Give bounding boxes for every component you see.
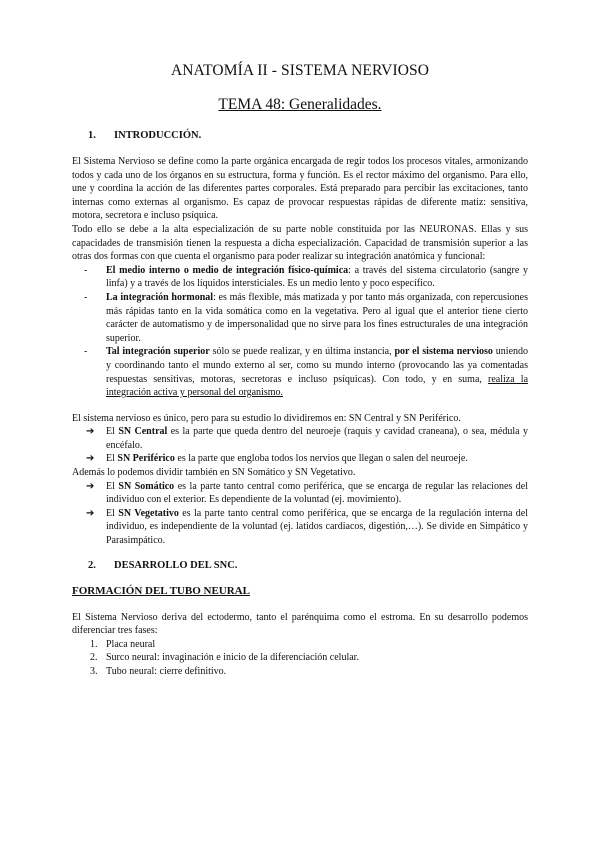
list-item-text: Tubo neural: cierre definitivo.: [106, 666, 227, 677]
section-1-number: 1.: [88, 130, 96, 141]
dash-bullet: -: [84, 346, 88, 358]
list-number: 3.: [90, 666, 98, 677]
list-item-text: sólo se puede realizar, y en última instancia,: [209, 346, 395, 358]
list-item: [72, 452, 528, 466]
section-1-title: INTRODUCCIÓN.: [114, 130, 202, 141]
list-item: [72, 345, 528, 399]
list-item-text: : a través del sistema circulatorio (sangre y linfa) y a través de los líquidos intersticiales. Es un medio lento y poco específico.: [106, 264, 529, 290]
list-item: [72, 651, 528, 665]
division-paragraph-1: El sistema nervioso es único, pero para su estudio lo dividiremos en: SN Central y SN Periférico.: [72, 412, 461, 424]
list-item: [72, 480, 528, 507]
list-item-term: La integración hormonal: [106, 291, 214, 303]
list-item: [72, 425, 528, 452]
list-item-text: es la parte tanto central como periférica, que se encarga de la regulación interna del individuo, es independiente de la voluntad (ej. latidos cardiacos, digestión,…). Se divide en Simpático y Parasimpático.: [106, 507, 528, 547]
list-item-text: El: [106, 426, 119, 438]
list-item-underlined: realiza la integración activa y personal del organismo.: [106, 373, 529, 399]
list-item-text: El: [106, 453, 118, 465]
list-item-term: SN Central: [118, 426, 168, 438]
list-item-term: Tal integración superior: [106, 346, 210, 358]
list-item-text: El: [106, 480, 119, 492]
list-item-text: es la parte tanto central como periférica, que se encarga de regular las relaciones del individuo con el exterior. Es dependiente de la voluntad (ej. movimiento).: [106, 480, 529, 506]
somatic-vegetative-list: [72, 480, 528, 548]
list-item-term: SN Periférico: [117, 453, 175, 465]
list-number: 1.: [90, 638, 98, 650]
dash-bullet: -: [84, 291, 88, 303]
list-item-emphasis: por el sistema nervioso: [394, 346, 493, 358]
central-peripheral-list: [72, 425, 528, 466]
list-item: [72, 291, 528, 345]
integration-list: [72, 264, 528, 400]
arrow-bullet-icon: ➔: [86, 453, 95, 465]
list-item: [72, 665, 528, 679]
list-item-term: El medio interno o medio de integración físico-química: [106, 264, 349, 276]
list-item: [72, 638, 528, 652]
subsection-heading: FORMACIÓN DEL TUBO NEURAL: [72, 584, 250, 597]
phases-list: [72, 638, 528, 679]
arrow-bullet-icon: ➔: [86, 507, 95, 519]
intro-paragraph-1: El Sistema Nervioso se define como la parte orgánica encargada de regir todos los procesos vitales, armonizando todos y cada uno de los órganos en su estructura, forma y función. Es el rector máximo del organismo. Para ello, une y coordina la acción de las diferentes partes corporales. Está preparado para percibir las excitaciones, tanto internas como externas al organismo. Es capaz de provocar respuestas rápidas de diferente matiz: sensitiva, motora, secretora e incluso psíquica.: [72, 156, 528, 222]
intro-paragraph-2: Todo ello se debe a la alta especialización de su parte noble constituida por las NEURONAS. Ellas y sus capacidades de transmisión tienen la respuesta a dicha especialización. Capacidad de transmisión superior a las otras dos formas con que cuenta el organismo para poder realizar su integración anatómica y funcional:: [72, 223, 528, 263]
document-subtitle: TEMA 48: Generalidades.: [218, 96, 382, 113]
section-1-heading: [72, 130, 528, 141]
list-item-text: uniendo y coordinando tanto el mundo externo al ser, como su mundo interno (provocando las ya comentadas respuestas sensitivas, motoras, secretoras e incluso psíquicas). Con todo, y en suma,: [106, 346, 529, 385]
development-paragraph: El Sistema Nervioso deriva del ectodermo, tanto el parénquima como el estroma. En su desarrollo podemos diferenciar tres fases:: [72, 611, 528, 637]
section-2-heading: [72, 560, 528, 571]
list-item-text: es la parte que queda dentro del neuroeje (raquis y cavidad craneana), o sea, médula y encéfalo.: [106, 426, 528, 451]
list-item-term: SN Somático: [118, 480, 175, 492]
list-item-text: Surco neural: invaginación e inicio de la diferenciación celular.: [106, 652, 359, 664]
list-item-text: Placa neural: [106, 638, 156, 650]
list-item-text: El: [106, 507, 119, 519]
arrow-bullet-icon: ➔: [86, 480, 95, 492]
list-number: 2.: [90, 652, 98, 664]
document-page: [72, 62, 528, 679]
list-item-term: SN Vegetativo: [118, 507, 179, 519]
section-2-title: DESARROLLO DEL SNC.: [114, 559, 238, 571]
division-paragraph-2: Además lo podemos dividir también en SN Somático y SN Vegetativo.: [72, 467, 356, 479]
section-2-number: 2.: [88, 559, 96, 571]
dash-bullet: -: [84, 264, 88, 276]
list-item-text: es la parte que engloba todos los nervios que llegan o salen del neuroeje.: [174, 453, 468, 465]
arrow-bullet-icon: ➔: [86, 426, 95, 438]
list-item: [72, 507, 528, 548]
list-item-text: : es más flexible, más matizada y por tanto más organizada, con repercusiones más rápidas tanto en la vida somática como en la vegetativa. Pero al igual que el anterior tiene cierto carácter de automatismo y de impersonalidad que no sirve para los fines estructurales de una integración superior.: [106, 291, 528, 344]
document-title: ANATOMÍA II - SISTEMA NERVIOSO: [170, 62, 430, 79]
list-item: [72, 264, 528, 291]
